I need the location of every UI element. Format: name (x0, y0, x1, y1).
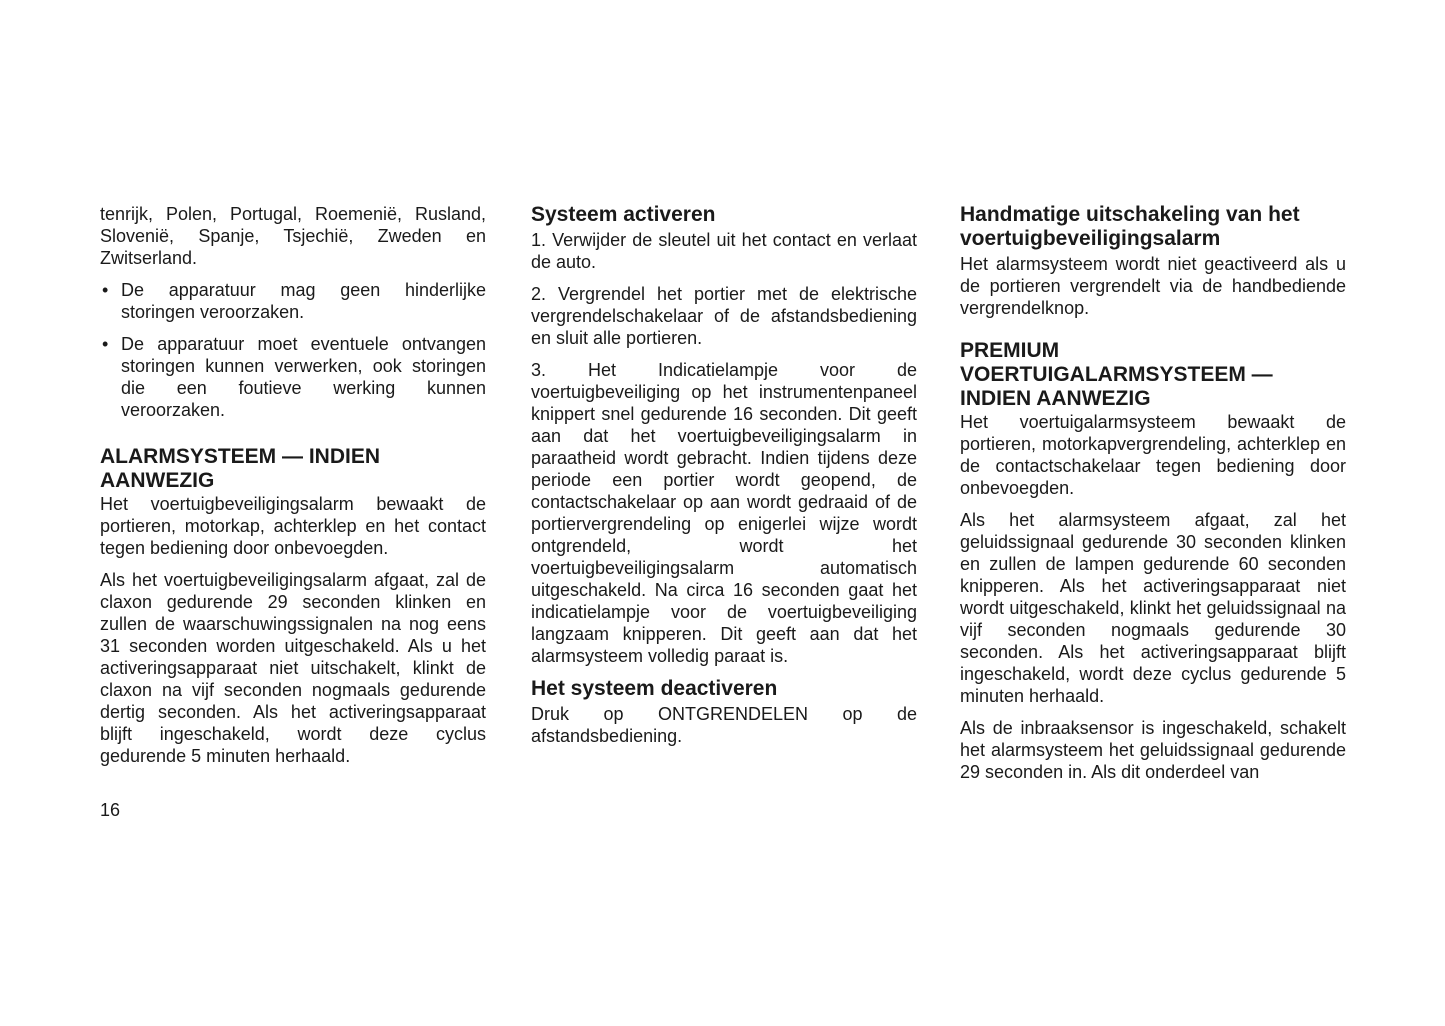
page-number: 16 (100, 800, 121, 820)
bullet-icon: • (102, 334, 109, 354)
premium-description-paragraph: Het voertuigalarmsysteem bewaakt de portieren, motorkapvergrendeling, achterklep en de contactschakelaar tegen bediening door onbevoegden. (960, 412, 1346, 498)
bullet-icon: • (102, 280, 109, 300)
list-item-text: De apparatuur mag geen hinderlijke storingen veroorzaken. (121, 280, 486, 322)
list-item-text: De apparatuur moet eventuele ontvangen storingen kunnen verwerken, ook storingen die een foutieve werking kunnen veroorzaken. (121, 334, 486, 420)
middle-column (531, 203, 917, 757)
manual-disable-paragraph: Het alarmsysteem wordt niet geactiveerd als u de portieren vergrendelt via de handbediende vergrendelknop. (960, 254, 1346, 318)
section-heading-systeem-activeren: Systeem activeren (531, 203, 716, 226)
intrusion-sensor-paragraph: Als de inbraaksensor is ingeschakeld, schakelt het alarmsysteem het geluidssignaal gedurende 29 seconden in. Als dit onderdeel van (960, 718, 1346, 782)
right-column (960, 203, 1346, 793)
section-heading-deactiveren: Het systeem deactiveren (531, 677, 778, 700)
intro-paragraph: tenrijk, Polen, Portugal, Roemenië, Rusland, Slovenië, Spanje, Tsjechië, Zweden en Zwitserland. (100, 204, 486, 268)
left-column (100, 203, 486, 777)
list-item (100, 333, 486, 421)
section-heading-premium-alarm: PREMIUM VOERTUIGALARMSYSTEEM — INDIEN AANWEZIG (960, 339, 1273, 410)
section-heading-handmatige-uitschakeling: Handmatige uitschakeling van het voertuigbeveiligingsalarm (960, 203, 1300, 250)
premium-behaviour-paragraph: Als het alarmsysteem afgaat, zal het geluidssignaal gedurende 30 seconden klinken en zullen de lampen gedurende 60 seconden knipperen. Als het activeringsapparaat niet wordt uitgeschakeld, klinkt het geluidssignaal na vijf seconden nogmaals gedurende 30 seconden. Als het activeringsapparaat blijft ingeschakeld, wordt deze cyclus gedurende 5 minuten herhaald. (960, 510, 1346, 706)
step-3-paragraph: 3. Het Indicatielampje voor de voertuigbeveiliging op het instrumentenpaneel knippert snel gedurende 16 seconden. Dit geeft aan dat het voertuigbeveiligingsalarm in paraatheid wordt gebracht. Indien tijdens deze periode een portier wordt geopend, de contactschakelaar op aan wordt gedraaid of de portiervergrendeling op enigerlei wijze wordt ontgrendeld, wordt het voertuigbeveiligingsalarm automatisch uitgeschakeld. Na circa 16 seconden gaat het indicatielampje voor de voertuigbeveiliging langzaam knipperen. Dit geeft aan dat het alarmsysteem volledig paraat is. (531, 360, 917, 666)
section-heading-alarmsysteem: ALARMSYSTEEM — INDIEN AANWEZIG (100, 445, 381, 492)
step-1-paragraph: 1. Verwijder de sleutel uit het contact en verlaat de auto. (531, 230, 917, 272)
bullet-list (100, 279, 486, 421)
alarm-behaviour-paragraph: Als het voertuigbeveiligingsalarm afgaat, zal de claxon gedurende 29 seconden klinken en zullen de waarschuwingssignalen na nog eens 31 seconden worden uitgeschakeld. Als u het activeringsapparaat niet uitschakelt, klinkt de claxon na vijf seconden nogmaals gedurende dertig seconden. Als het activeringsapparaat blijft ingeschakeld, wordt deze cyclus gedurende 5 minuten herhaald. (100, 570, 486, 766)
deactivate-paragraph: Druk op ONTGRENDELEN op de afstandsbediening. (531, 704, 917, 746)
alarm-description-paragraph: Het voertuigbeveiligingsalarm bewaakt de portieren, motorkap, achterklep en het contact tegen bediening door onbevoegden. (100, 494, 486, 558)
step-2-paragraph: 2. Vergrendel het portier met de elektrische vergrendelschakelaar of de afstandsbediening en sluit alle portieren. (531, 284, 917, 348)
list-item (100, 279, 486, 323)
